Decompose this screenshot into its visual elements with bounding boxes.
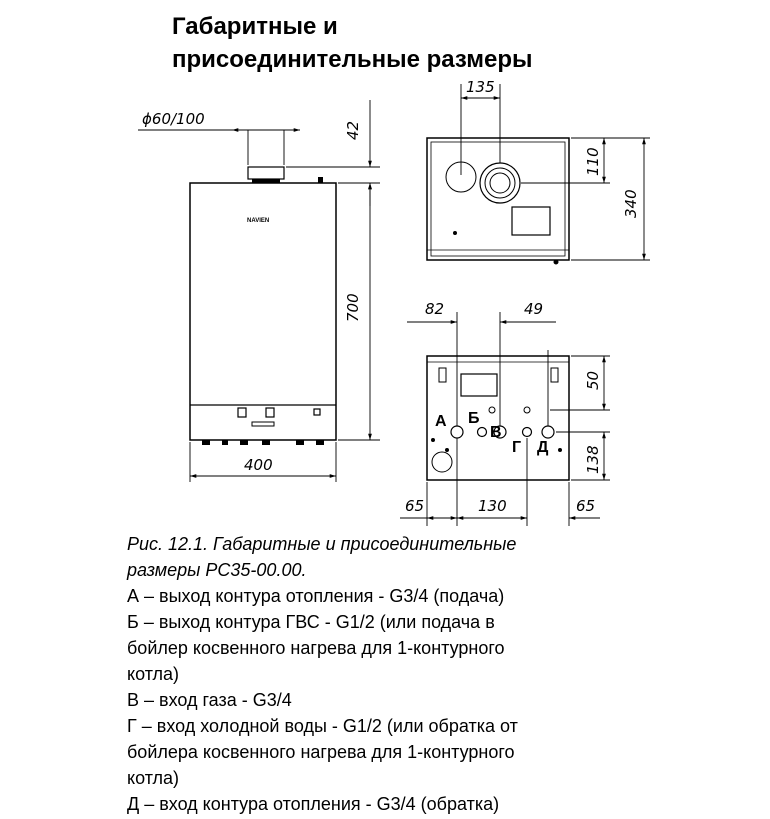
dim-130: 130 [478, 497, 507, 515]
top-fitting [318, 177, 323, 183]
dim-49: 49 [524, 300, 544, 318]
caption-item: В – вход газа - G3/4 [127, 690, 292, 710]
label-d: Д [537, 439, 549, 456]
figure-caption [127, 531, 747, 817]
label-b: Б [468, 410, 480, 427]
caption-item: Д – вход контура отопления - G3/4 (обратка) [127, 794, 500, 814]
flue-pipe-front [248, 167, 284, 179]
brand-mark: NAVIEN [247, 218, 270, 224]
flue-outer-ring [480, 163, 520, 203]
bottom-dimensions [400, 312, 610, 526]
front-dimensions [138, 100, 380, 482]
top-plate [512, 207, 550, 235]
title-line-1: Габаритные и [172, 13, 338, 40]
dim-138: 138 [584, 445, 602, 474]
dim-flue-depth: 110 [584, 147, 602, 176]
switch [314, 409, 320, 415]
connection-b [478, 428, 487, 437]
dim-65-right: 65 [576, 497, 596, 515]
dim-65-left: 65 [405, 497, 425, 515]
dim-flue-diameter: ϕ60/100 [142, 110, 205, 128]
caption-item: котла) [127, 768, 180, 788]
front-view [190, 167, 336, 445]
caption-item: А – выход контура отопления - G3/4 (подача) [127, 586, 505, 606]
connection-d [542, 426, 554, 438]
caption-figure-line-2: размеры РС35-00.00. [127, 560, 307, 580]
bottom-plate [461, 374, 497, 396]
drain-circle [432, 452, 452, 472]
dim-depth: 340 [622, 189, 640, 218]
label-a: А [435, 413, 447, 430]
caption-item: бойлер косвенного нагрева для 1-контурного [127, 638, 505, 658]
caption-item: бойлера косвенного нагрева для 1-контурного [127, 742, 515, 762]
caption-item: котла) [127, 664, 180, 684]
label-v: В [490, 424, 502, 441]
dim-82: 82 [425, 300, 445, 318]
title-line-2: присоединительные размеры [172, 46, 533, 73]
dim-flue-height: 42 [344, 120, 362, 140]
dim-top-offset: 135 [466, 78, 495, 96]
boiler-top-body [427, 138, 569, 260]
connection-g [523, 428, 532, 437]
top-view [427, 138, 569, 264]
connection-a [451, 426, 463, 438]
caption-item: Г – вход холодной воды - G1/2 (или обратка от [127, 716, 518, 736]
dim-50: 50 [584, 370, 602, 390]
label-g: Г [512, 439, 522, 456]
caption-figure-line-1: Рис. 12.1. Габаритные и присоединительные [127, 534, 517, 554]
dim-height: 700 [344, 293, 362, 322]
control-knob-left [238, 408, 246, 417]
dim-width: 400 [244, 456, 273, 474]
display-window [252, 422, 274, 426]
control-knob-right [266, 408, 274, 417]
caption-item: Б – выход контура ГВС - G1/2 (или подача в [127, 612, 495, 632]
